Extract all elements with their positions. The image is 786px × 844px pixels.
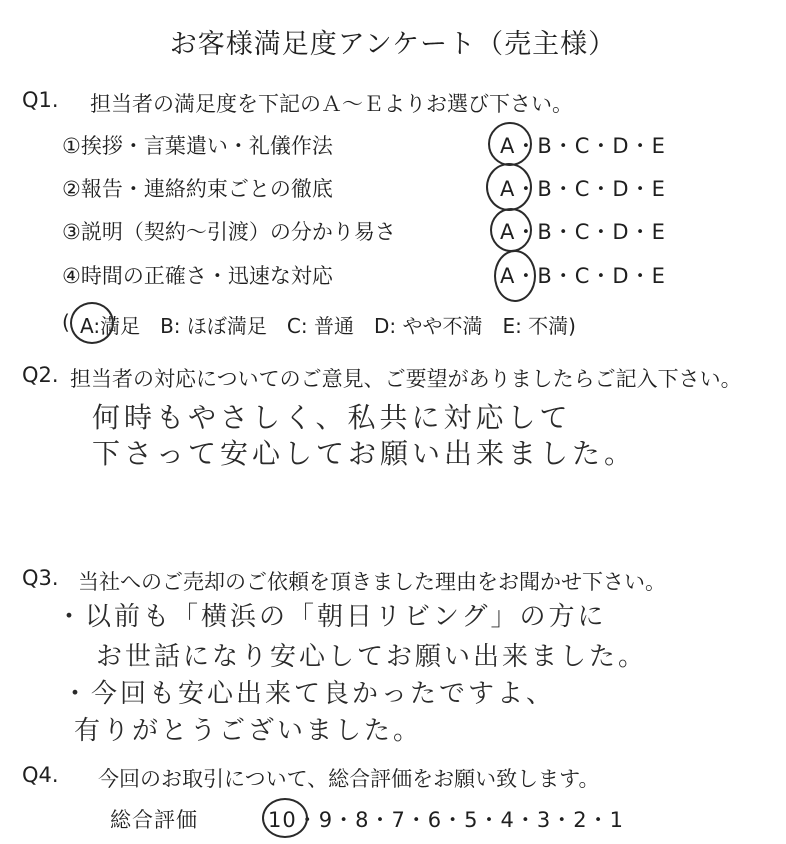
selection-circle bbox=[488, 122, 532, 166]
q1-grades-greeting: A・B・C・D・E bbox=[500, 134, 666, 158]
selection-circle bbox=[70, 302, 114, 344]
q4-question: 今回のお取引について、総合評価をお願い致します。 bbox=[98, 767, 600, 791]
selection-circle bbox=[262, 798, 308, 838]
q2-question: 担当者の対応についてのご意見、ご要望がありましたらご記入下さい。 bbox=[70, 367, 742, 391]
q1-label: Q1. bbox=[22, 88, 59, 112]
selection-circle bbox=[494, 250, 536, 302]
q3-answer-line: 有りがとうございました。 bbox=[74, 716, 423, 746]
q1-legend: A:満足 B: ほぼ満足 C: 普通 D: やや不満 E: 不満) bbox=[80, 314, 576, 338]
q3-answer-line: お世話になり安心してお願い出来ました。 bbox=[96, 642, 648, 672]
q1-item-reporting: ②報告・連絡約束ごとの徹底 bbox=[62, 177, 333, 201]
selection-circle bbox=[486, 163, 532, 211]
selection-circle bbox=[490, 208, 532, 252]
q1-grades-explanation: A・B・C・D・E bbox=[500, 220, 666, 244]
q1-item-greeting: ①挨拶・言葉遣い・礼儀作法 bbox=[62, 134, 333, 158]
q3-label: Q3. bbox=[22, 566, 59, 590]
q3-answer-line: ・今回も安心出来て良かったですよ、 bbox=[62, 679, 556, 709]
q3-question: 当社へのご売却のご依頼を頂きました理由をお聞かせ下さい。 bbox=[78, 570, 666, 594]
page-title: お客様満足度アンケート（売主様） bbox=[169, 29, 617, 60]
q2-answer-line: 下さって安心してお願い出来ました。 bbox=[92, 437, 637, 470]
q2-label: Q2. bbox=[22, 363, 59, 387]
q1-question: 担当者の満足度を下記のＡ～Ｅよりお選び下さい。 bbox=[90, 92, 573, 116]
q1-legend-open: ( bbox=[62, 310, 70, 334]
q1-item-explanation: ③説明（契約～引渡）の分かり易さ bbox=[62, 220, 396, 244]
q1-item-timeliness: ④時間の正確さ・迅速な対応 bbox=[62, 264, 333, 288]
q2-answer-line: 何時もやさしく、私共に対応して bbox=[92, 401, 572, 434]
q1-grades-timeliness: A・B・C・D・E bbox=[500, 264, 666, 288]
q4-label: Q4. bbox=[22, 763, 59, 787]
q3-answer-line: ・以前も「横浜の「朝日リビング」の方に bbox=[56, 602, 607, 632]
q4-scores: 10・9・8・7・6・5・4・3・2・1 bbox=[268, 808, 624, 832]
q1-grades-reporting: A・B・C・D・E bbox=[500, 177, 666, 201]
q4-score-label: 総合評価 bbox=[110, 808, 198, 832]
